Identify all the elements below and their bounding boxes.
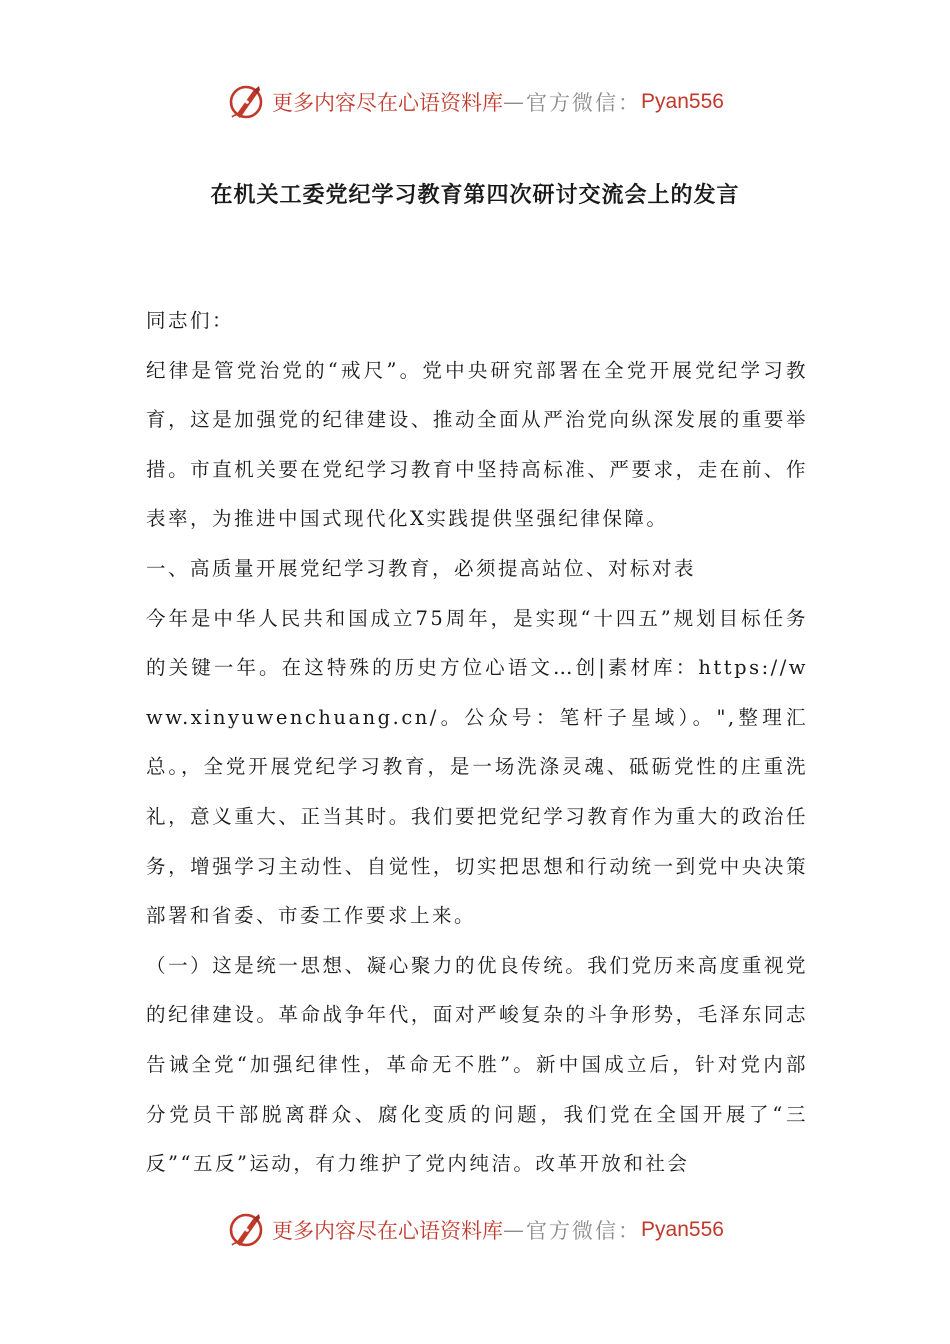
pen-nib-circle-icon: [226, 82, 266, 122]
pen-nib-circle-icon: [226, 1210, 266, 1250]
banner-dash: —: [503, 90, 527, 114]
paragraph: （一）这是统一思想、凝心聚力的优良传统。我们党历来高度重视党的纪律建设。革命战争年代，面对严峻复杂的斗争形势，毛泽东同志告诫全党“加强纪律性，革命无不胜”。新中国成立后，针对党内部分党员干部脱离群众、腐化变质的问题，我们党在全国开展了“三反”“五反”运动，有力维护了党内纯洁。改革开放和社会: [146, 953, 808, 1176]
banner-text: 更多内容尽在心语资料库: [272, 91, 504, 115]
banner-wechat-label: 官方微信：: [526, 1219, 642, 1243]
salutation: 同志们：: [146, 309, 235, 332]
banner-wechat-label: 官方微信：: [526, 91, 642, 115]
footer-banner: [0, 1208, 950, 1252]
banner-dash: —: [503, 1218, 527, 1242]
document-body: [146, 296, 808, 1189]
banner-text: 更多内容尽在心语资料库: [272, 1219, 504, 1243]
document-title: 在机关工委党纪学习教育第四次研讨交流会上的发言: [210, 183, 740, 208]
banner-wechat-id: Pyan556: [641, 90, 724, 113]
paragraph: 今年是中华人民共和国成立75周年，是实现“十四五”规划目标任务的关键一年。在这特殊的历史方位心语文…创|素材库：https://www.xinyuwenchuang.cn/。公众号：笔杆子星域）。",整理汇总。，全党开展党纪学习教育，是一场洗涤灵魂、砥砺党性的庄重洗礼，意义重大、正当其时。我们要把党纪学习教育作为重大的政治任务，增强学习主动性、自觉性，切实把思想和行动统一到党中央决策部署和省委、市委工作要求上来。: [146, 606, 808, 928]
section-heading: 一、高质量开展党纪学习教育，必须提高站位、对标对表: [146, 556, 697, 580]
banner-wechat-id: Pyan556: [641, 1218, 724, 1241]
paragraph: 纪律是管党治党的“戒尺”。党中央研究部署在全党开展党纪学习教育，这是加强党的纪律建设、推动全面从严治党向纵深发展的重要举措。市直机关要在党纪学习教育中坚持高标准、严要求，走在前、作表率，为推进中国式现代化X实践提供坚强纪律保障。: [146, 358, 808, 531]
header-banner: [0, 80, 950, 124]
